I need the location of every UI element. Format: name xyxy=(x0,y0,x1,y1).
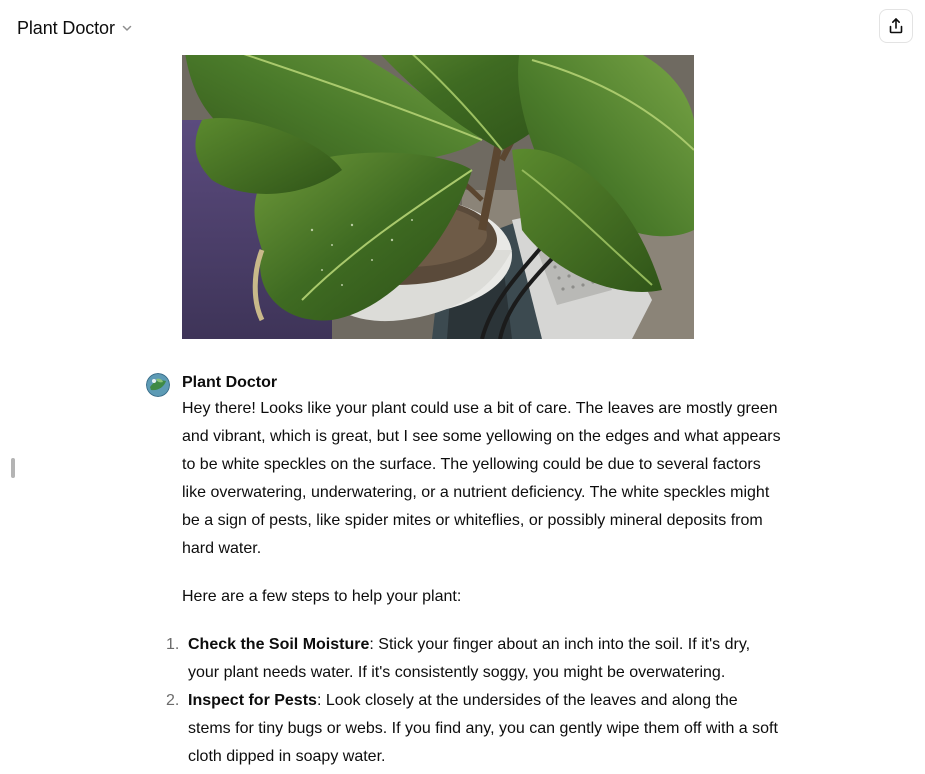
list-item xyxy=(166,631,782,687)
message-sender: Plant Doctor xyxy=(182,374,278,391)
message-paragraph: Here are a few steps to help your plant: xyxy=(182,588,462,605)
plant-doctor-avatar xyxy=(146,373,170,397)
step-title: Inspect for Pests xyxy=(188,692,317,709)
model-selector[interactable] xyxy=(17,16,133,40)
assistant-message xyxy=(166,372,782,771)
top-bar xyxy=(0,0,925,55)
list-number: 1. xyxy=(166,636,180,653)
share-icon xyxy=(887,17,905,35)
step-title: Check the Soil Moisture xyxy=(188,636,370,653)
list-item xyxy=(166,687,782,771)
step-text: : Look closely at the undersides of the leaves and along the stems for tiny bugs or webs. If you find any, you can gently wipe them off with a soft cloth dipped in soapy water. xyxy=(188,692,778,765)
sidebar-resize-handle[interactable] xyxy=(11,458,15,478)
list-number: 2. xyxy=(166,692,180,709)
chevron-down-icon xyxy=(121,22,133,34)
step-text: : Stick your finger about an inch into the soil. If it's dry, your plant needs water. If it's consistently soggy, you might be overwatering. xyxy=(188,636,751,681)
steps-list xyxy=(166,631,782,771)
message-paragraph: Hey there! Looks like your plant could use a bit of care. The leaves are mostly green and vibrant, which is great, but I see some yellowing on the edges and what appears to be white speckles on the surface. The yellowing could be due to several factors like overwatering, underwatering, or a nutrient deficiency. The white speckles might be a sign of pests, like spider mites or whiteflies, or possibly mineral deposits from hard water. xyxy=(182,400,781,557)
share-button[interactable] xyxy=(879,9,913,43)
model-name: Plant Doctor xyxy=(17,17,115,38)
